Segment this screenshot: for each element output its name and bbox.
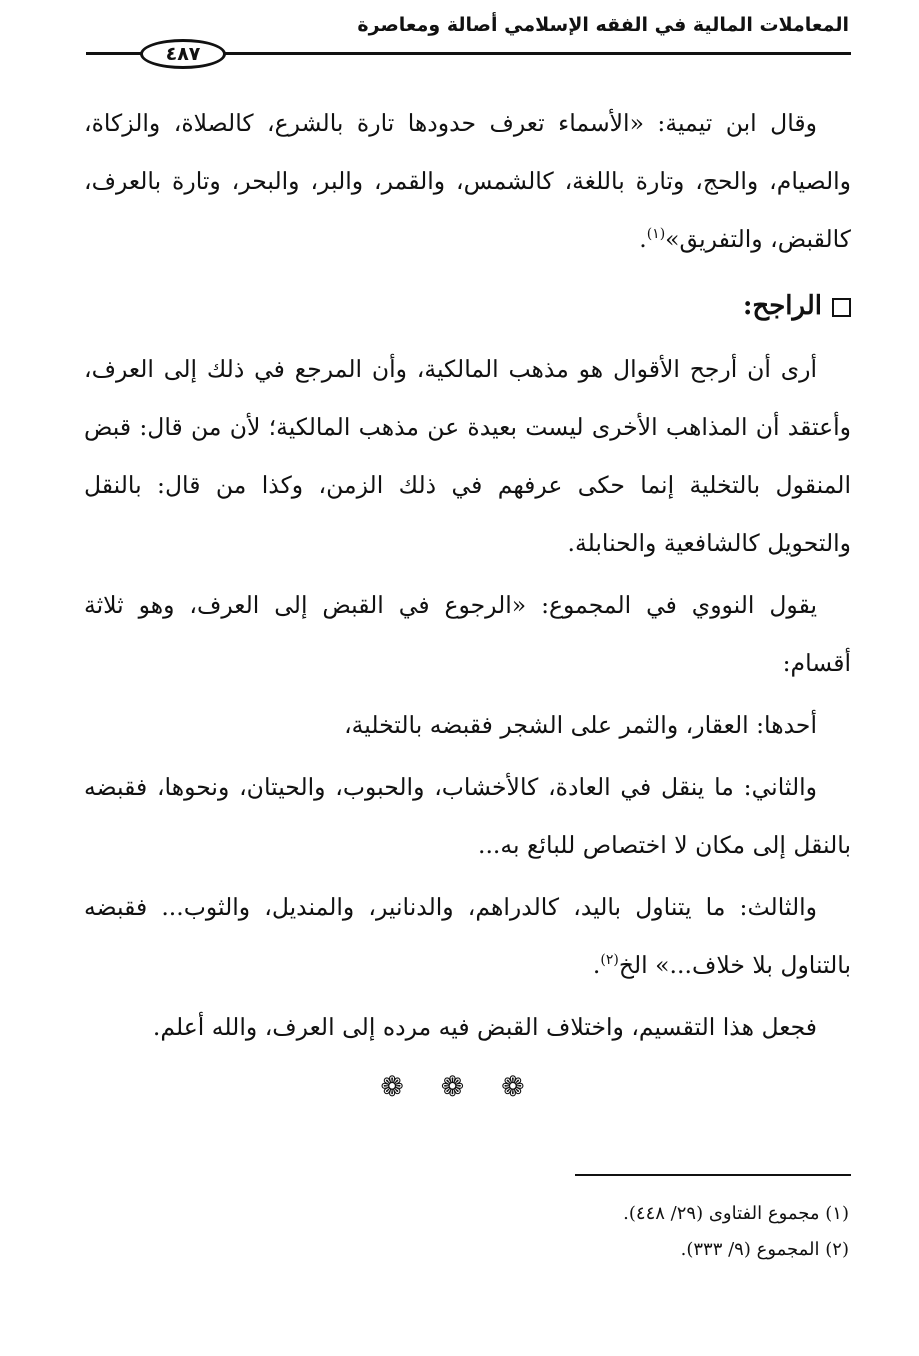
paragraph-conclusion: فجعل هذا التقسيم، واختلاف القبض فيه مرده إلى العرف، والله أعلم. — [152, 1013, 817, 1041]
footnotes — [349, 1196, 849, 1268]
paragraph-first-type: أحدها: العقار، والثمر على الشجر فقبضه بالتخلية، — [344, 711, 817, 739]
section-heading-text: الراجح: — [742, 291, 822, 321]
paragraph-nawawi-quote: يقول النووي في المجموع: «الرجوع في القبض إلى العرف، وهو ثلاثة أقسام: — [84, 591, 851, 677]
footnote-ref-1: (١) — [646, 226, 666, 243]
paragraph-ibn-taymiyya — [84, 94, 851, 268]
section-heading — [84, 272, 851, 340]
footnote-2: (٢) المجموع (٩/ ٣٣٣). — [680, 1239, 849, 1260]
paragraph-end: . — [592, 951, 601, 979]
running-title: المعاملات المالية في الفقه الإسلامي أصالة ومعاصرة — [357, 14, 849, 36]
paragraph-text: وقال ابن تيمية: «الأسماء تعرف حدودها تارة بالشرع، كالصلاة، والزكاة، والصيام، والحج، وتارة باللغة، كالشمس، والقمر، والبر، والبحر، وتارة بالعرف، كالقبض، والتفريق» — [84, 109, 851, 253]
square-bullet-icon — [832, 298, 851, 317]
footnote-ref-2: (٢) — [600, 952, 619, 969]
main-text — [84, 94, 851, 1060]
paragraph-third-type — [84, 878, 851, 994]
paragraph-text: والثالث: ما يتناول باليد، كالدراهم، والدنانير، والمنديل، والثوب... فقبضه بالتناول بلا خلاف...» الخ — [84, 893, 851, 979]
footnote-1: (١) مجموع الفتاوى (٢٩/ ٤٤٨). — [623, 1203, 849, 1224]
section-ornament: ❁ ❁ ❁ — [380, 1070, 539, 1103]
paragraph-preferred-view: أرى أن أرجح الأقوال هو مذهب المالكية، وأن المرجع في ذلك إلى العرف، وأعتقد أن المذاهب الأخرى ليست بعيدة عن مذهب المالكية؛ لأن من قال: قبض المنقول بالتخلية إنما حكى عرفهم في ذلك الزمن، وكذا من قال: بالنقل والتحويل كالشافعية والحنابلة. — [84, 355, 851, 557]
paragraph-second-type: والثاني: ما ينقل في العادة، كالأخشاب، والحبوب، والحيتان، ونحوها، فقبضه بالنقل إلى مكان لا اختصاص للبائع به... — [84, 773, 851, 859]
paragraph-end: . — [639, 225, 647, 253]
page-number: ٤٨٧ — [140, 39, 226, 69]
footnote-rule — [575, 1174, 851, 1176]
